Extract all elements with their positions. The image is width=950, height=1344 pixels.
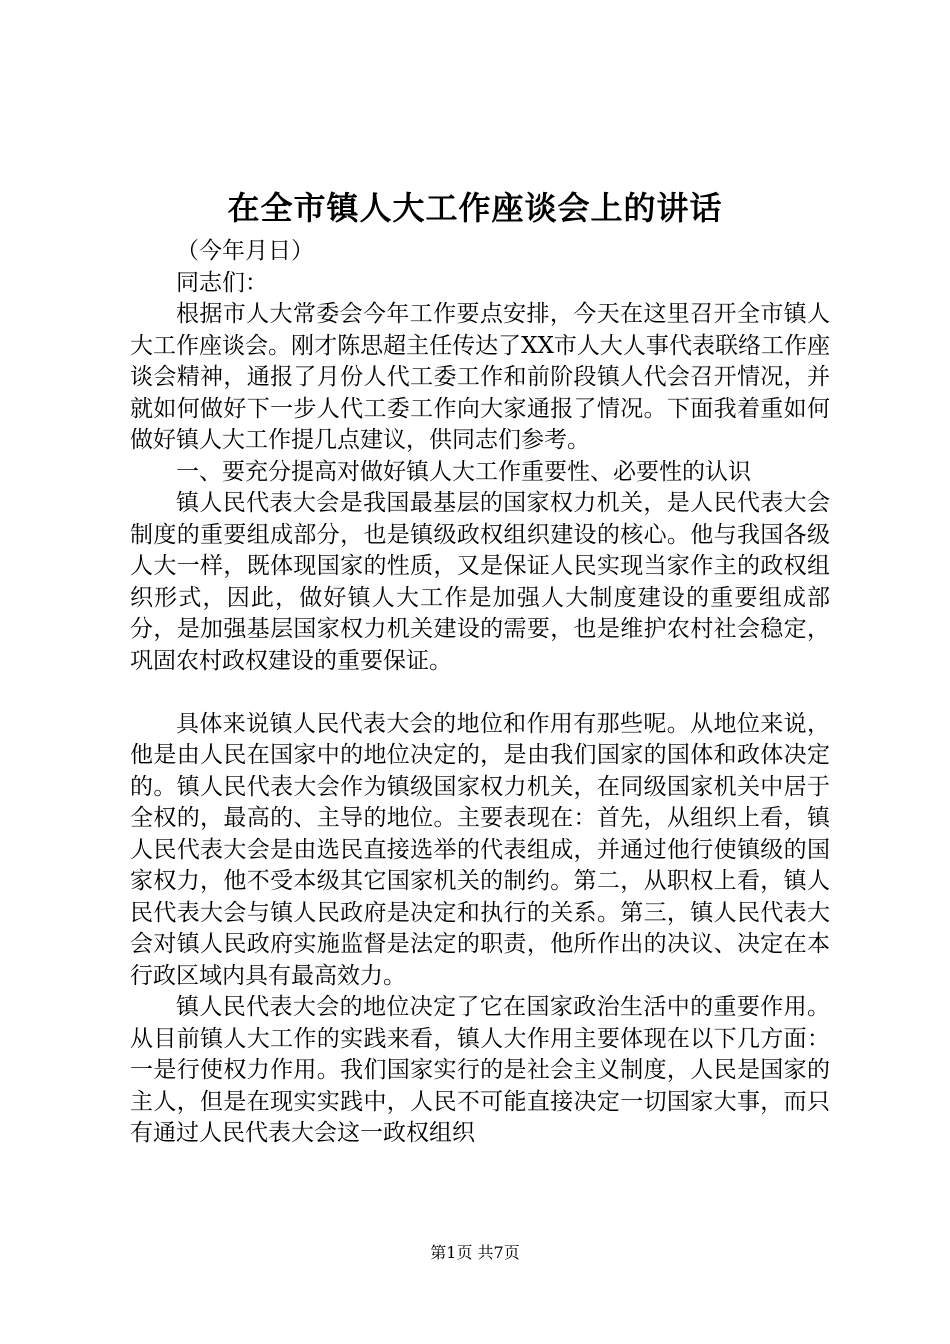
salutation: 同志们： xyxy=(176,269,268,296)
paragraph-significance: 镇人民代表大会是我国最基层的国家权力机关，是人民代表大会制度的重要组成部分，也是镇级政权组织建设的核心。他与我国各级人大一样，既体现国家的性质，又是保证人民实现当家作主的政权组织形式，因此，做好镇人大工作是加强人大制度建设的重要组成部分，是加强基层国家权力机关建设的需要，也是维护农村社会稳定，巩固农村政权建设的重要保证。 xyxy=(130,490,830,674)
paragraph-intro: 根据市人大常委会今年工作要点安排，今天在这里召开全市镇人大工作座谈会。刚才陈思超主任传达了XX市人大人事代表联络工作座谈会精神，通报了月份人代工委工作和前阶段镇人代会召开情况，并就如何做好下一步人代工委工作向大家通报了情况。下面我着重如何做好镇人大工作提几点建议，供同志们参考。 xyxy=(130,301,830,453)
paragraph-role: 镇人民代表大会的地位决定了它在国家政治生活中的重要作用。从目前镇人大工作的实践来看，镇人大作用主要体现在以下几方面：一是行使权力作用。我们国家实行的是社会主义制度，人民是国家的主人，但是在现实实践中，人民不可能直接决定一切国家大事，而只有通过人民代表大会这一政权组织 xyxy=(130,994,830,1146)
paragraph-spacer xyxy=(130,677,830,709)
paragraph-status: 具体来说镇人民代表大会的地位和作用有那些呢。从地位来说，他是由人民在国家中的地位决定的，是由我们国家的国体和政体决定的。镇人民代表大会作为镇级国家权力机关，在同级国家机关中居于全权的，最高的、主导的地位。主要表现在：首先，从组织上看，镇人民代表大会是由选民直接选举的代表组成，并通过他行使镇级的国家权力，他不受本级其它国家机关的制约。第二，从职权上看，镇人民代表大会与镇人民政府是决定和执行的关系。第三，镇人民代表大会对镇人民政府实施监督是法定的职责，他所作出的决议、决定在本行政区域内具有最高效力。 xyxy=(130,710,830,989)
page-number-footer: 第1页 共7页 xyxy=(430,1243,520,1262)
section-heading-1: 一、要充分提高对做好镇人大工作重要性、必要性的认识 xyxy=(176,458,751,485)
document-body xyxy=(130,236,830,1150)
document-title: 在全市镇人大工作座谈会上的讲话 xyxy=(227,189,723,227)
date-line: （今年月日） xyxy=(176,238,314,264)
